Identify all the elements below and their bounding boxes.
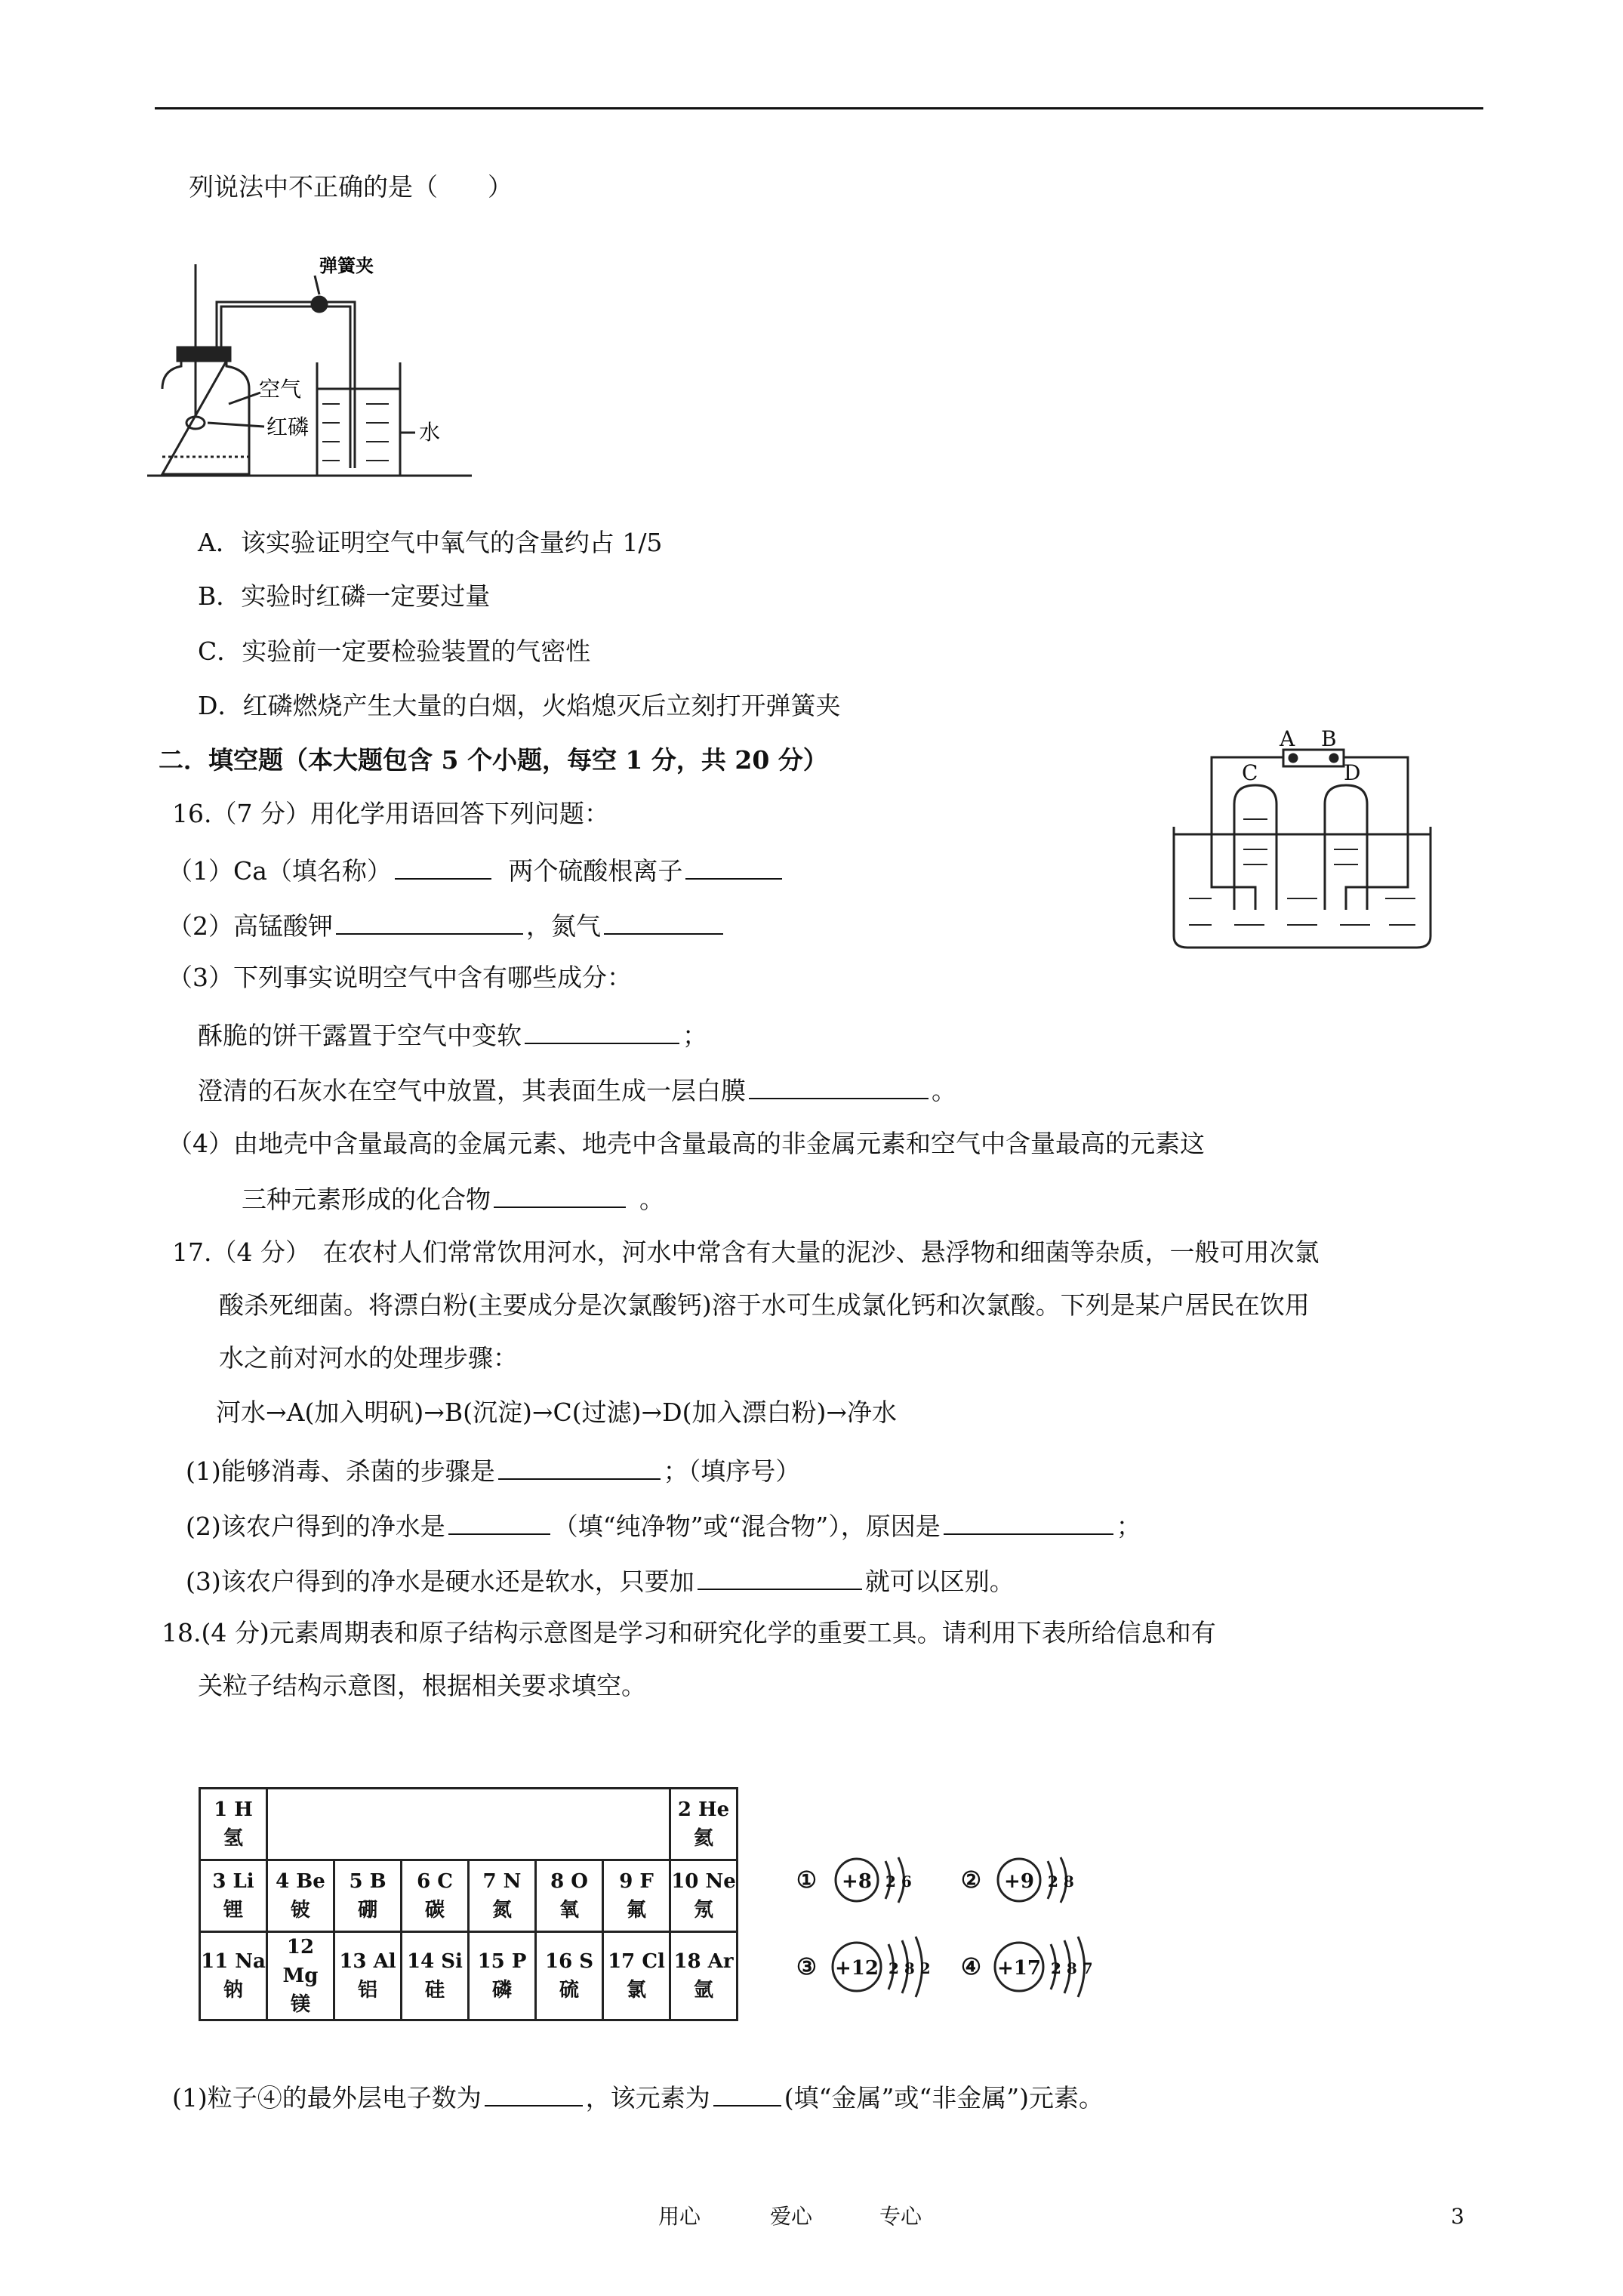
element-cell <box>334 1860 402 1932</box>
q16-part3a-end: ； <box>682 1021 707 1050</box>
element-cell <box>267 1860 334 1932</box>
periodic-row-3 <box>200 1932 738 2020</box>
particle-4-shells: 2 8 7 <box>1051 1959 1093 1977</box>
q16-part2-label-b: ，氮气 <box>526 911 601 941</box>
tube-label-c: C <box>1242 760 1258 785</box>
element-name: 氩 <box>693 1979 713 2002</box>
footer-motto-3: 专心 <box>879 2204 922 2229</box>
q17-part3-text: (3)该农户得到的净水是硬水还是软水，只要加 <box>186 1567 694 1596</box>
element-name: 磷 <box>491 1979 512 2002</box>
footer-motto-1: 用心 <box>658 2204 701 2229</box>
element-symbol: 14 Si <box>407 1950 463 1973</box>
element-cell <box>603 1932 670 2020</box>
particle-3-shells: 2 8 2 <box>888 1959 931 1977</box>
element-cell <box>334 1932 402 2020</box>
q16-part3a-text: 酥脆的饼干露置于空气中变软 <box>198 1021 522 1050</box>
element-symbol: 1 H <box>214 1798 253 1821</box>
q16-part1 <box>168 851 785 889</box>
element-name: 硅 <box>424 1979 445 2002</box>
q16-blank-1[interactable] <box>395 851 491 880</box>
q16-blank-5[interactable] <box>525 1015 679 1044</box>
q16-part1-label-b: 两个硫酸根离子 <box>508 856 683 886</box>
element-name: 铍 <box>290 1899 310 1922</box>
q15-option-c: C．实验前一定要检验装置的气密性 <box>198 636 591 666</box>
q18-blank-1[interactable] <box>485 2078 583 2106</box>
q16-part4: （4）由地壳中含量最高的金属元素、地壳中含量最高的非金属元素和空气中含量最高的元素这 <box>168 1129 1205 1158</box>
q17-line-3: 水之前对河水的处理步骤： <box>219 1343 518 1373</box>
water-label: 水 <box>419 420 441 445</box>
electrode-label-b: B <box>1321 726 1337 751</box>
q17-part1 <box>186 1451 800 1489</box>
element-symbol: 13 Al <box>339 1950 396 1973</box>
q16-blank-4[interactable] <box>604 906 723 935</box>
element-cell <box>670 1932 738 2020</box>
clip-label: 弹簧夹 <box>319 255 374 276</box>
q17-blank-2[interactable] <box>448 1506 550 1535</box>
element-cell <box>536 1860 603 1932</box>
q17-part1-end: ；（填序号） <box>663 1456 801 1486</box>
phosphorus-label: 红磷 <box>266 415 310 439</box>
element-cell-h <box>200 1789 267 1860</box>
element-symbol: 10 Ne <box>671 1870 736 1893</box>
q18-part1-end: (填“金属”或“非金属”)元素。 <box>784 2083 1104 2113</box>
q17-process-flow: 河水→A(加入明矾)→B(沉淀)→C(过滤)→D(加入漂白粉)→净水 <box>216 1398 898 1427</box>
element-symbol: 4 Be <box>276 1870 325 1893</box>
q16-part3b <box>198 1071 956 1108</box>
element-symbol: 18 Ar <box>673 1950 734 1973</box>
particle-1-nucleus: +8 <box>842 1870 872 1893</box>
q15-option-d: D．红磷燃烧产生大量的白烟，火焰熄灭后立刻打开弹簧夹 <box>198 691 841 720</box>
element-symbol: 7 N <box>482 1870 522 1893</box>
particle-2-shells: 2 8 <box>1048 1872 1074 1891</box>
particle-2-nucleus: +9 <box>1004 1870 1034 1893</box>
periodic-row-2 <box>200 1860 738 1932</box>
q17-blank-1[interactable] <box>498 1451 661 1480</box>
q16-blank-2[interactable] <box>685 851 782 880</box>
element-name: 氟 <box>626 1899 646 1922</box>
particle-4-number: ④ <box>961 1954 981 1980</box>
q17-line-2: 酸杀死细菌。将漂白粉(主要成分是次氯酸钙)溶于水可生成氯化钙和次氯酸。下列是某户居民在饮用 <box>219 1290 1310 1320</box>
element-name: 氖 <box>693 1899 713 1922</box>
element-name: 锂 <box>223 1899 243 1922</box>
q16-stem: 16.（7 分）用化学用语回答下列问题： <box>172 799 609 828</box>
q16-part4b <box>242 1179 664 1217</box>
element-name: 镁 <box>290 1993 310 2016</box>
element-cell <box>267 1932 334 2020</box>
red-phosphorus-apparatus-figure <box>147 242 472 491</box>
q16-part2-label-a: （2）高锰酸钾 <box>168 911 333 941</box>
periodic-table <box>199 1787 738 2021</box>
element-symbol: 16 S <box>544 1950 593 1973</box>
q16-part4b-end: 。 <box>639 1185 664 1214</box>
element-name: 硼 <box>357 1899 377 1922</box>
q16-blank-7[interactable] <box>494 1179 626 1208</box>
q17-part2-text: (2)该农户得到的净水是 <box>186 1512 445 1541</box>
element-cell <box>402 1860 469 1932</box>
q15-option-a: A．该实验证明空气中氧气的含量约占 1/5 <box>198 528 663 557</box>
element-cell <box>200 1860 267 1932</box>
element-cell <box>402 1932 469 2020</box>
q16-part3b-end: 。 <box>932 1076 956 1105</box>
particle-2-number: ② <box>961 1867 981 1894</box>
q18-part1 <box>172 2078 1104 2116</box>
element-cell <box>603 1860 670 1932</box>
particle-3-number: ③ <box>796 1954 817 1980</box>
periodic-row-1 <box>200 1789 738 1860</box>
q17-part2 <box>186 1506 1141 1544</box>
electrolysis-apparatus-figure <box>1159 721 1446 955</box>
q18-blank-2[interactable] <box>713 2078 781 2106</box>
element-symbol: 11 Na <box>201 1950 266 1973</box>
particle-4-nucleus: +17 <box>997 1957 1041 1980</box>
electrode-label-a: A <box>1280 726 1295 751</box>
air-label: 空气 <box>259 377 302 402</box>
element-name: 氦 <box>693 1827 713 1850</box>
element-symbol: 12 Mg <box>282 1936 319 1987</box>
element-name: 氮 <box>491 1899 512 1922</box>
q17-part1-text: (1)能够消毒、杀菌的步骤是 <box>186 1456 495 1486</box>
particle-3-nucleus: +12 <box>835 1957 879 1980</box>
atomic-structure-diagrams <box>789 1838 1106 2012</box>
header-rule <box>155 107 1483 109</box>
particle-1-shells: 2 6 <box>885 1872 912 1891</box>
element-symbol: 9 F <box>619 1870 654 1893</box>
element-symbol: 8 O <box>550 1870 588 1893</box>
q16-part3a <box>198 1015 707 1053</box>
q16-part4b-text: 三种元素形成的化合物 <box>242 1185 491 1214</box>
q17-part3 <box>186 1561 1015 1599</box>
element-symbol: 6 C <box>417 1870 453 1893</box>
q17-part2-mid: （填“纯净物”或“混合物”），原因是 <box>553 1512 941 1541</box>
section-2-heading: 二．填空题（本大题包含 5 个小题，每空 1 分，共 20 分） <box>159 745 828 775</box>
element-name: 氧 <box>559 1899 579 1922</box>
q17-part2-end: ； <box>1116 1512 1141 1541</box>
q16-part3: （3）下列事实说明空气中含有哪些成分： <box>168 963 632 992</box>
particle-1-number: ① <box>796 1867 817 1894</box>
element-symbol: 3 Li <box>212 1870 254 1893</box>
element-cell <box>200 1932 267 2020</box>
element-cell <box>670 1860 738 1932</box>
q15-stem: 列说法中不正确的是（ ） <box>189 172 513 202</box>
element-name: 氢 <box>223 1827 243 1850</box>
page-number: 3 <box>1451 2204 1464 2229</box>
element-name: 碳 <box>424 1899 445 1922</box>
q17-blank-4[interactable] <box>698 1561 862 1590</box>
q17-line-1: 17.（4 分） 在农村人们常常饮用河水，河水中常含有大量的泥沙、悬浮物和细菌等杂质，一般可用次氯 <box>172 1237 1320 1267</box>
element-symbol: 2 He <box>677 1798 730 1821</box>
q16-part1-label-a: （1）Ca（填名称） <box>168 856 392 886</box>
tube-label-d: D <box>1344 760 1361 785</box>
q16-part2 <box>168 906 726 944</box>
q17-blank-3[interactable] <box>944 1506 1113 1535</box>
q16-blank-6[interactable] <box>749 1071 929 1099</box>
q18-line-2: 关粒子结构示意图，根据相关要求填空。 <box>198 1671 646 1700</box>
element-cell <box>536 1932 603 2020</box>
q17-part3-end: 就可以区别。 <box>864 1567 1015 1596</box>
q18-part1-mid: ，该元素为 <box>585 2083 710 2113</box>
q15-option-b: B．实验时红磷一定要过量 <box>198 581 491 611</box>
q18-line-1: 18.(4 分)元素周期表和原子结构示意图是学习和研究化学的重要工具。请利用下表所给信息和有 <box>162 1618 1216 1647</box>
footer-motto-2: 爱心 <box>770 2204 813 2229</box>
element-cell <box>469 1860 536 1932</box>
element-name: 钠 <box>223 1979 243 2002</box>
element-name: 氯 <box>626 1979 646 2002</box>
q18-part1-text: (1)粒子④的最外层电子数为 <box>172 2083 482 2113</box>
element-cell <box>469 1932 536 2020</box>
element-name: 硫 <box>559 1979 579 2002</box>
element-name: 铝 <box>357 1979 377 2002</box>
q16-part3b-text: 澄清的石灰水在空气中放置，其表面生成一层白膜 <box>198 1076 746 1105</box>
element-symbol: 15 P <box>477 1950 527 1973</box>
q16-blank-3[interactable] <box>336 906 523 935</box>
element-symbol: 5 B <box>349 1870 387 1893</box>
element-cell-he <box>670 1789 738 1860</box>
element-symbol: 17 Cl <box>608 1950 665 1973</box>
